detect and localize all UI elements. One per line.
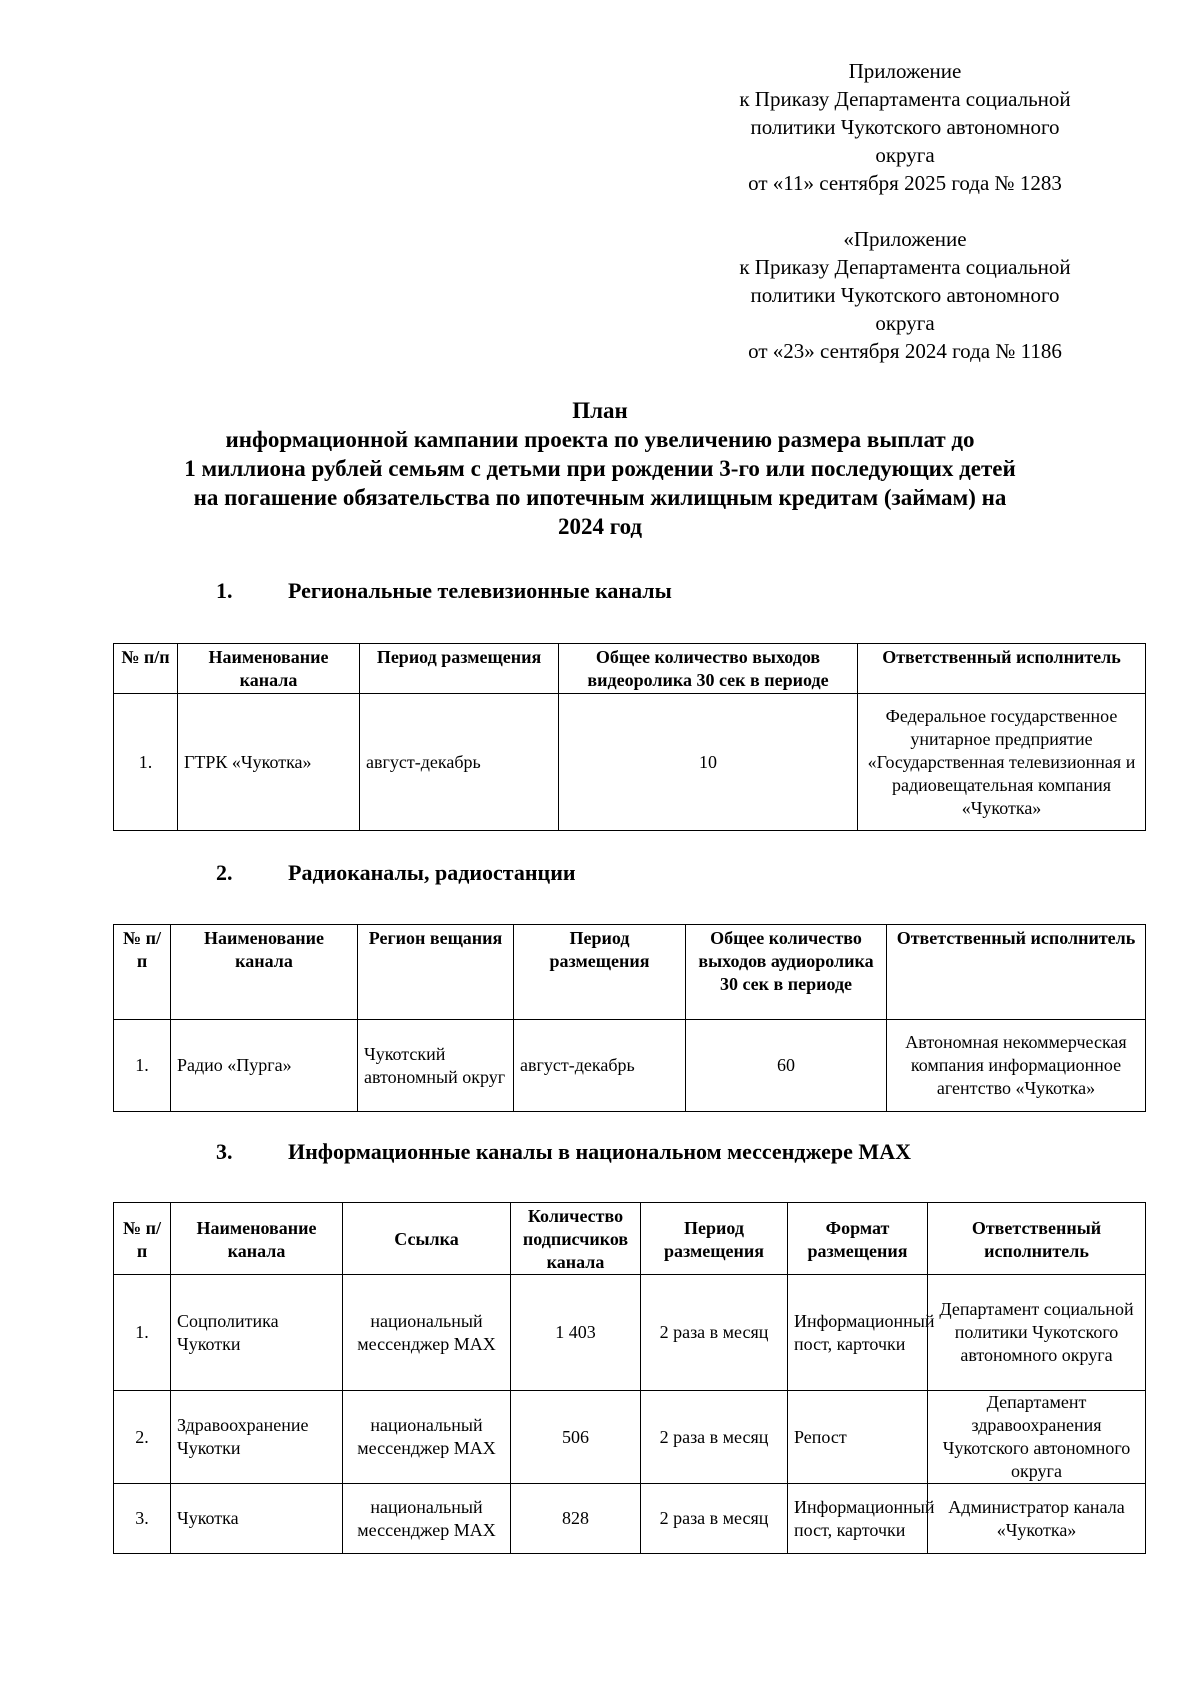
table-cell: национальный мессенджер МАХ	[343, 1275, 511, 1391]
table-header-row	[114, 1203, 1146, 1275]
table-cell: 10	[559, 694, 858, 831]
appendix-line: «Приложение	[843, 227, 967, 251]
section-heading	[216, 1138, 911, 1166]
appendix-line: политики Чукотского автономного	[750, 115, 1060, 139]
column-header: Наименование канала	[171, 925, 358, 1020]
column-header: Формат размещения	[788, 1203, 928, 1275]
column-header: Ответственный исполнитель	[887, 925, 1146, 1020]
column-header: Общее количество выходов аудиоролика 30 сек в периоде	[686, 925, 887, 1020]
table-row	[114, 1275, 1146, 1391]
table-cell: 1.	[114, 1275, 171, 1391]
table-cell: август-декабрь	[360, 694, 559, 831]
appendix-line: Приложение	[848, 59, 962, 83]
table-cell: Чукотский автономный округ	[358, 1020, 514, 1112]
table-cell: Департамент социальной политики Чукотского автономного округа	[928, 1275, 1146, 1391]
table-cell: Информационный пост, карточки	[788, 1484, 928, 1554]
appendix-header-current	[690, 57, 1120, 197]
table-cell: Соцполитика Чукотки	[171, 1275, 343, 1391]
column-header: Ответственный исполнитель	[858, 644, 1146, 694]
table-cell: 60	[686, 1020, 887, 1112]
table-row	[114, 694, 1146, 831]
title-line: 1 миллиона рублей семьям с детьми при рождении 3-го или последующих детей	[184, 456, 1016, 481]
table-cell: 1.	[114, 1020, 171, 1112]
column-header: Наименование канала	[171, 1203, 343, 1275]
table-cell: Чукотка	[171, 1484, 343, 1554]
table-cell: национальный мессенджер МАХ	[343, 1391, 511, 1484]
table-cell: национальный мессенджер МАХ	[343, 1484, 511, 1554]
section-number: 1.	[216, 578, 233, 603]
column-header: № п/п	[114, 1203, 171, 1275]
table-cell: 506	[511, 1391, 641, 1484]
table-cell: Радио «Пурга»	[171, 1020, 358, 1112]
table-cell: 2.	[114, 1391, 171, 1484]
column-header: № п/п	[114, 925, 171, 1020]
table-cell: 1.	[114, 694, 178, 831]
section-number: 3.	[216, 1139, 233, 1164]
table-cell: 1 403	[511, 1275, 641, 1391]
title-line: План	[572, 398, 628, 423]
table-cell: Репост	[788, 1391, 928, 1484]
section-heading	[216, 859, 576, 887]
title-line: на погашение обязательства по ипотечным жилищным кредитам (займам) на	[193, 485, 1007, 510]
radio-channels-table	[113, 924, 1146, 1112]
column-header: № п/п	[114, 644, 178, 694]
column-header: Общее количество выходов видеоролика 30 сек в периоде	[559, 644, 858, 694]
table-header-row	[114, 925, 1146, 1020]
table-cell: Здравоохранение Чукотки	[171, 1391, 343, 1484]
appendix-line: округа	[875, 143, 935, 167]
table-cell: 2 раза в месяц	[641, 1484, 788, 1554]
column-header: Количество подписчиков канала	[511, 1203, 641, 1275]
max-channels-table	[113, 1202, 1146, 1554]
table-header-row	[114, 644, 1146, 694]
section-title: Информационные каналы в национальном мессенджере МАХ	[288, 1139, 911, 1164]
title-line: 2024 год	[557, 514, 643, 539]
table-row	[114, 1391, 1146, 1484]
document-title	[95, 396, 1105, 541]
column-header: Период размещения	[360, 644, 559, 694]
section-number: 2.	[216, 860, 233, 885]
appendix-line: политики Чукотского автономного	[750, 283, 1060, 307]
table-row	[114, 1020, 1146, 1112]
column-header: Ответственный исполнитель	[928, 1203, 1146, 1275]
table-cell: Федеральное государственное унитарное предприятие «Государственная телевизионная и радиовещательная компания «Чукотка»	[858, 694, 1146, 831]
table-cell: Департамент здравоохранения Чукотского автономного округа	[928, 1391, 1146, 1484]
table-cell: 2 раза в месяц	[641, 1391, 788, 1484]
column-header: Ссылка	[343, 1203, 511, 1275]
table-cell: 3.	[114, 1484, 171, 1554]
title-line: информационной кампании проекта по увеличению размера выплат до	[225, 427, 975, 452]
table-cell: август-декабрь	[514, 1020, 686, 1112]
appendix-order-date: от «23» сентября 2024 года № 1186	[748, 339, 1062, 363]
section-title: Радиоканалы, радиостанции	[288, 860, 576, 885]
appendix-order-date: от «11» сентября 2025 года № 1283	[748, 171, 1062, 195]
column-header: Период размещения	[514, 925, 686, 1020]
table-cell: Автономная некоммерческая компания информационное агентство «Чукотка»	[887, 1020, 1146, 1112]
appendix-line: к Приказу Департамента социальной	[739, 87, 1071, 111]
column-header: Наименование канала	[178, 644, 360, 694]
section-heading	[216, 577, 672, 605]
appendix-line: округа	[875, 311, 935, 335]
table-row	[114, 1484, 1146, 1554]
section-title: Региональные телевизионные каналы	[288, 578, 672, 603]
appendix-line: к Приказу Департамента социальной	[739, 255, 1071, 279]
appendix-header-previous	[690, 225, 1120, 365]
column-header: Регион вещания	[358, 925, 514, 1020]
table-cell: 2 раза в месяц	[641, 1275, 788, 1391]
table-cell: 828	[511, 1484, 641, 1554]
column-header: Период размещения	[641, 1203, 788, 1275]
table-cell: Администратор канала «Чукотка»	[928, 1484, 1146, 1554]
table-cell: ГТРК «Чукотка»	[178, 694, 360, 831]
table-cell: Информационный пост, карточки	[788, 1275, 928, 1391]
tv-channels-table	[113, 643, 1146, 831]
